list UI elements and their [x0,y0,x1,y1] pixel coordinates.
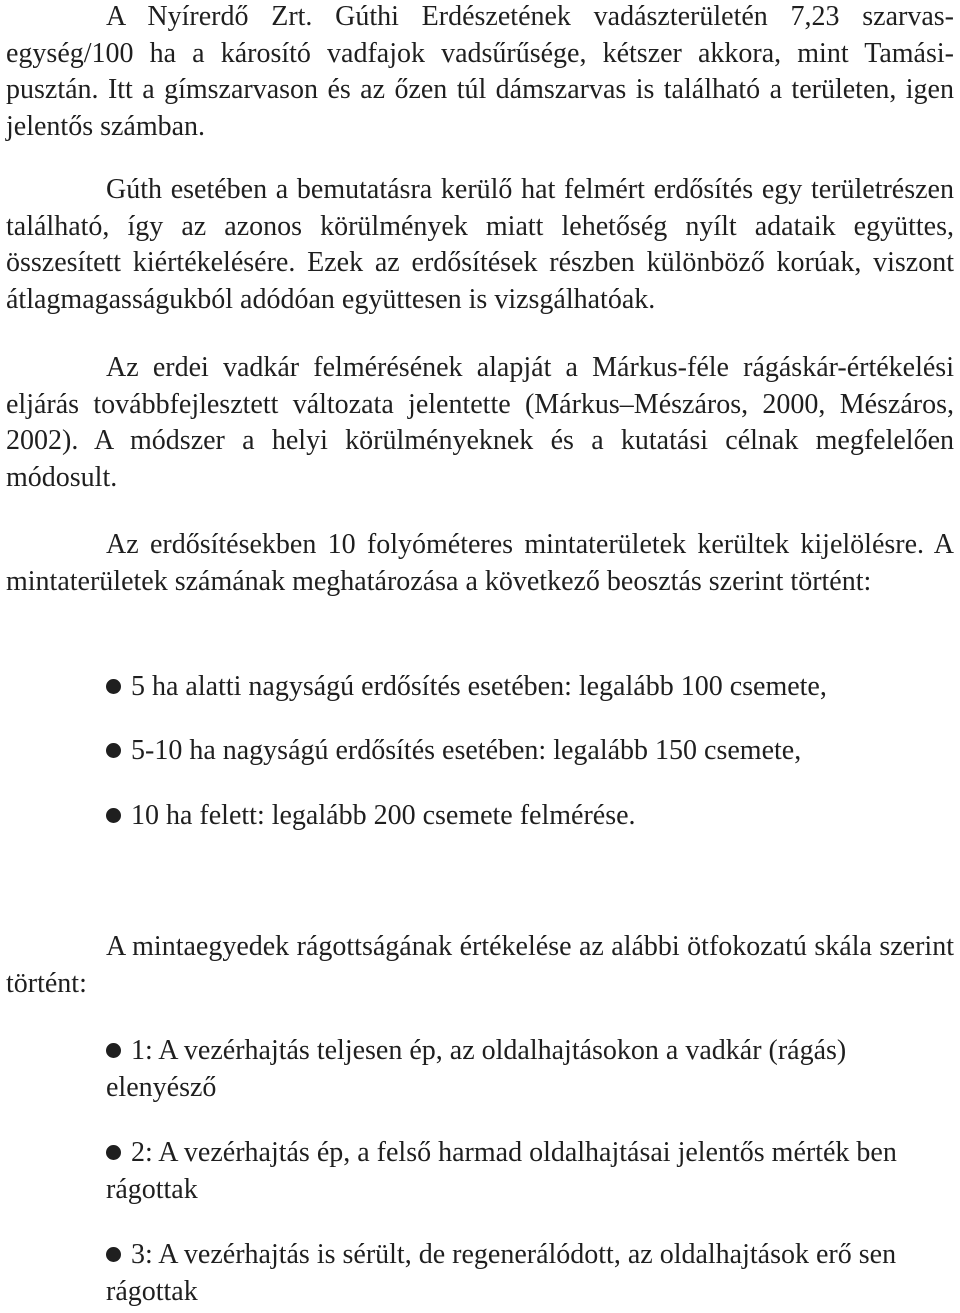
paragraph-1: A Nyírerdő Zrt. Gúthi Erdészetének vadászterületén 7,23 szarvasegység/100 ha a károsító vadfajok vadsűrűsége, kétszer akkora, mint Tamásipusztán. Itt a gímszarvason és az őzen túl dámszarvas is található a területen, igen jelentős számban. [6,1,954,142]
list-item-text: 10 ha felett: legalább 200 csemete felmérése. [131,800,636,831]
paragraph-4: Az erdősítésekben 10 folyóméteres mintaterületek kerültek kijelölésre. A mintaterületek számának meghatározása a következő beosztás szerint történt: [6,529,954,597]
list-item-text: 5 ha alatti nagyságú erdősítés esetében: legalább 100 csemete, [131,671,827,702]
bullet-icon [106,1247,121,1262]
bullet-icon [106,1043,121,1058]
bullet-icon [106,808,121,823]
list-item-text: 1: A vezérhajtás teljesen ép, az oldalhajtásokon a vadkár (rágás) elenyésző [106,1035,847,1103]
paragraph-5: A mintaegyedek rágottságának értékelése az alábbi ötfokozatú skála szerint történt: [6,931,954,999]
list-item [106,733,941,770]
list-item [106,798,941,835]
list-item [106,1135,941,1208]
bullet-icon [106,1145,121,1160]
list-item [106,1033,941,1106]
list-item-text: 3: A vezérhajtás is sérült, de regenerálódott, az oldalhajtások erő sen rágottak [106,1239,897,1307]
bullet-icon [106,743,121,758]
list-item [106,669,941,706]
list-item-text: 5-10 ha nagyságú erdősítés esetében: legalább 150 csemete, [131,735,802,766]
paragraph-3: Az erdei vadkár felmérésének alapját a Márkus-féle rágáskár-értékelési eljárás továbbfejlesztett változata jelentette (Márkus–Mészáros, 2000, Mészáros, 2002). A módszer a helyi körülményeknek és a kutatási célnak megfelelően módosult. [6,352,954,493]
list-item-text: 2: A vezérhajtás ép, a felső harmad oldalhajtásai jelentős mérték ben rágottak [106,1137,897,1205]
list-item [106,1237,941,1310]
paragraph-2: Gúth esetében a bemutatásra kerülő hat felmért erdősítés egy területrészen található, így az azonos körülmények miatt lehetőség nyílt adataik együttes, összesített kiértékelésére. Ezek az erdősítések részben különböző korúak, viszont átlagmagasságukból adódóan együttesen is vizsgálhatóak. [6,174,954,315]
bullet-icon [106,679,121,694]
